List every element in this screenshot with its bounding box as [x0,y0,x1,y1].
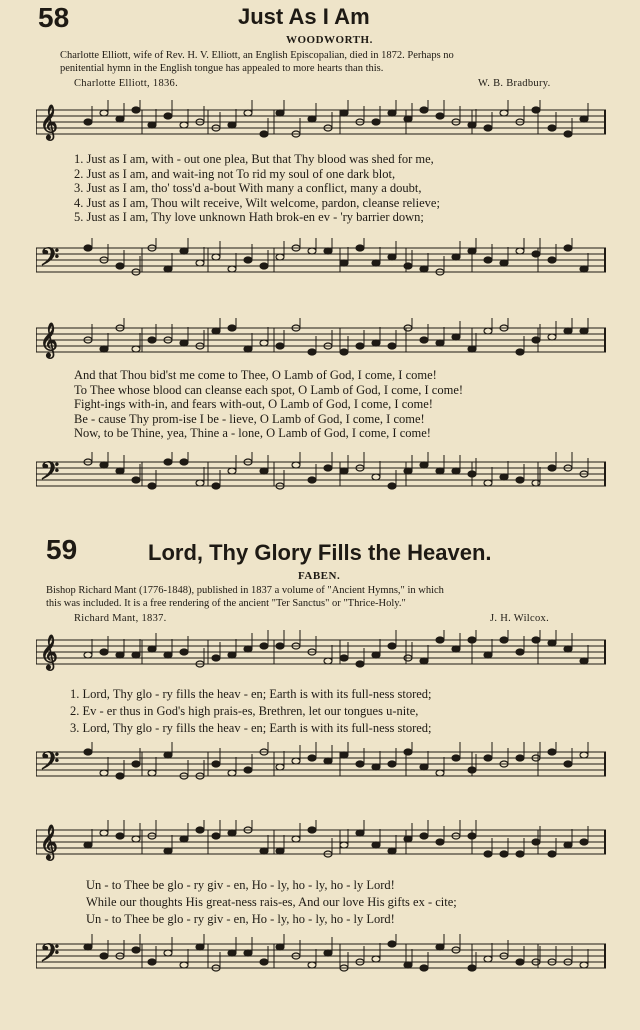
verse-line: 2. Just as I am, and wait-ing not To rid my soul of one dark blot, [74,166,396,181]
music-staff [36,934,606,994]
verse-line: Now, to be Thine, yea, Thine a - lone, O Lamb of God, I come, I come! [74,426,431,440]
music-staff [36,100,606,150]
music-staff [36,318,606,373]
verse-line: 1. Just as I am, with - out one plea, But that Thy blood was shed for me, [74,152,434,166]
verse-line: 4. Just as I am, Thou wilt receive, Wilt welcome, pardon, cleanse relieve; [74,195,440,210]
tune-name: FABEN. [298,570,341,582]
svg-text:𝄞: 𝄞 [40,105,58,140]
music-staff [36,238,606,293]
hymn-title: Just As I Am [238,4,370,29]
svg-text:𝄞: 𝄞 [40,635,58,670]
verse-line: And that Thou bid'st me come to Thee, O Lamb of God, I come, I come! [74,368,437,382]
hymn-note [46,584,444,610]
hymn-number: 58 [38,2,70,33]
svg-text:𝄢: 𝄢 [40,457,60,492]
note-line: Charlotte Elliott, wife of Rev. H. V. Elliott, an English Episcopalian, died in 1872. Perhaps no [60,50,454,61]
composer-credit: J. H. Wilcox. [490,613,549,624]
svg-text:𝄞: 𝄞 [40,825,58,860]
music-staff [36,742,606,802]
verse-line: 5. Just as I am, Thy love unknown Hath brok-en ev - 'ry barrier down; [74,210,424,224]
tune-name: WOODWORTH. [286,34,373,46]
note-line: penitential hymn in the English tongue has appealed to more hearts than this. [60,63,384,74]
verse-block [74,368,463,441]
verse-line: 1. Lord, Thy glo - ry fills the heav - en; Earth is with its full-ness stored; [70,687,432,701]
verse-line: Be - cause Thy prom-ise I be - lieve, O Lamb of God, I come, I come! [74,411,425,426]
verse-line: Un - to Thee be glo - ry giv - en, Ho - ly, ho - ly, ho - ly Lord! [86,878,395,892]
composer-credit: W. B. Bradbury. [478,78,551,89]
music-staff [36,820,606,875]
author-credit: Charlotte Elliott, 1836. [74,78,179,89]
verse-block [74,152,440,225]
verse-line: 3. Just as I am, tho' toss'd a-bout With many a conflict, many a doubt, [74,181,422,195]
svg-text:𝄢: 𝄢 [40,939,60,974]
verse-block [70,686,432,737]
hymn-title: Lord, Thy Glory Fills the Heaven. [148,540,492,565]
svg-text:𝄢: 𝄢 [40,243,60,278]
verse-line: Fight-ings with-in, and fears with-out, O Lamb of God, I come, I come! [74,397,433,411]
music-staff [36,630,606,685]
svg-text:𝄞: 𝄞 [40,323,58,358]
verse-line: To Thee whose blood can cleanse each spot, O Lamb of God, I come, I come! [74,382,464,397]
author-credit: Richard Mant, 1837. [74,613,167,624]
hymn-note [60,49,454,75]
verse-line: Un - to Thee be glo - ry giv - en, Ho - ly, ho - ly, ho - ly Lord! [86,912,395,926]
verse-line: While our thoughts His great-ness rais-es, And our love His gifts ex - cite; [86,895,457,909]
verse-block [86,877,457,928]
svg-text:𝄢: 𝄢 [40,747,60,782]
verse-line: 2. Ev - er thus in God's high prais-es, Brethren, let our tongues u-nite, [70,704,419,718]
verse-line: 3. Lord, Thy glo - ry fills the heav - en; Earth is with its full-ness stored; [70,721,432,735]
hymn-number: 59 [46,534,78,565]
music-staff [36,452,606,512]
note-line: this was included. It is a free rendering of the ancient "Ter Sanctus" or "Thrice-Holy." [46,598,406,609]
note-line: Bishop Richard Mant (1776-1848), published in 1837 a volume of "Ancient Hymns," in which [46,585,444,596]
